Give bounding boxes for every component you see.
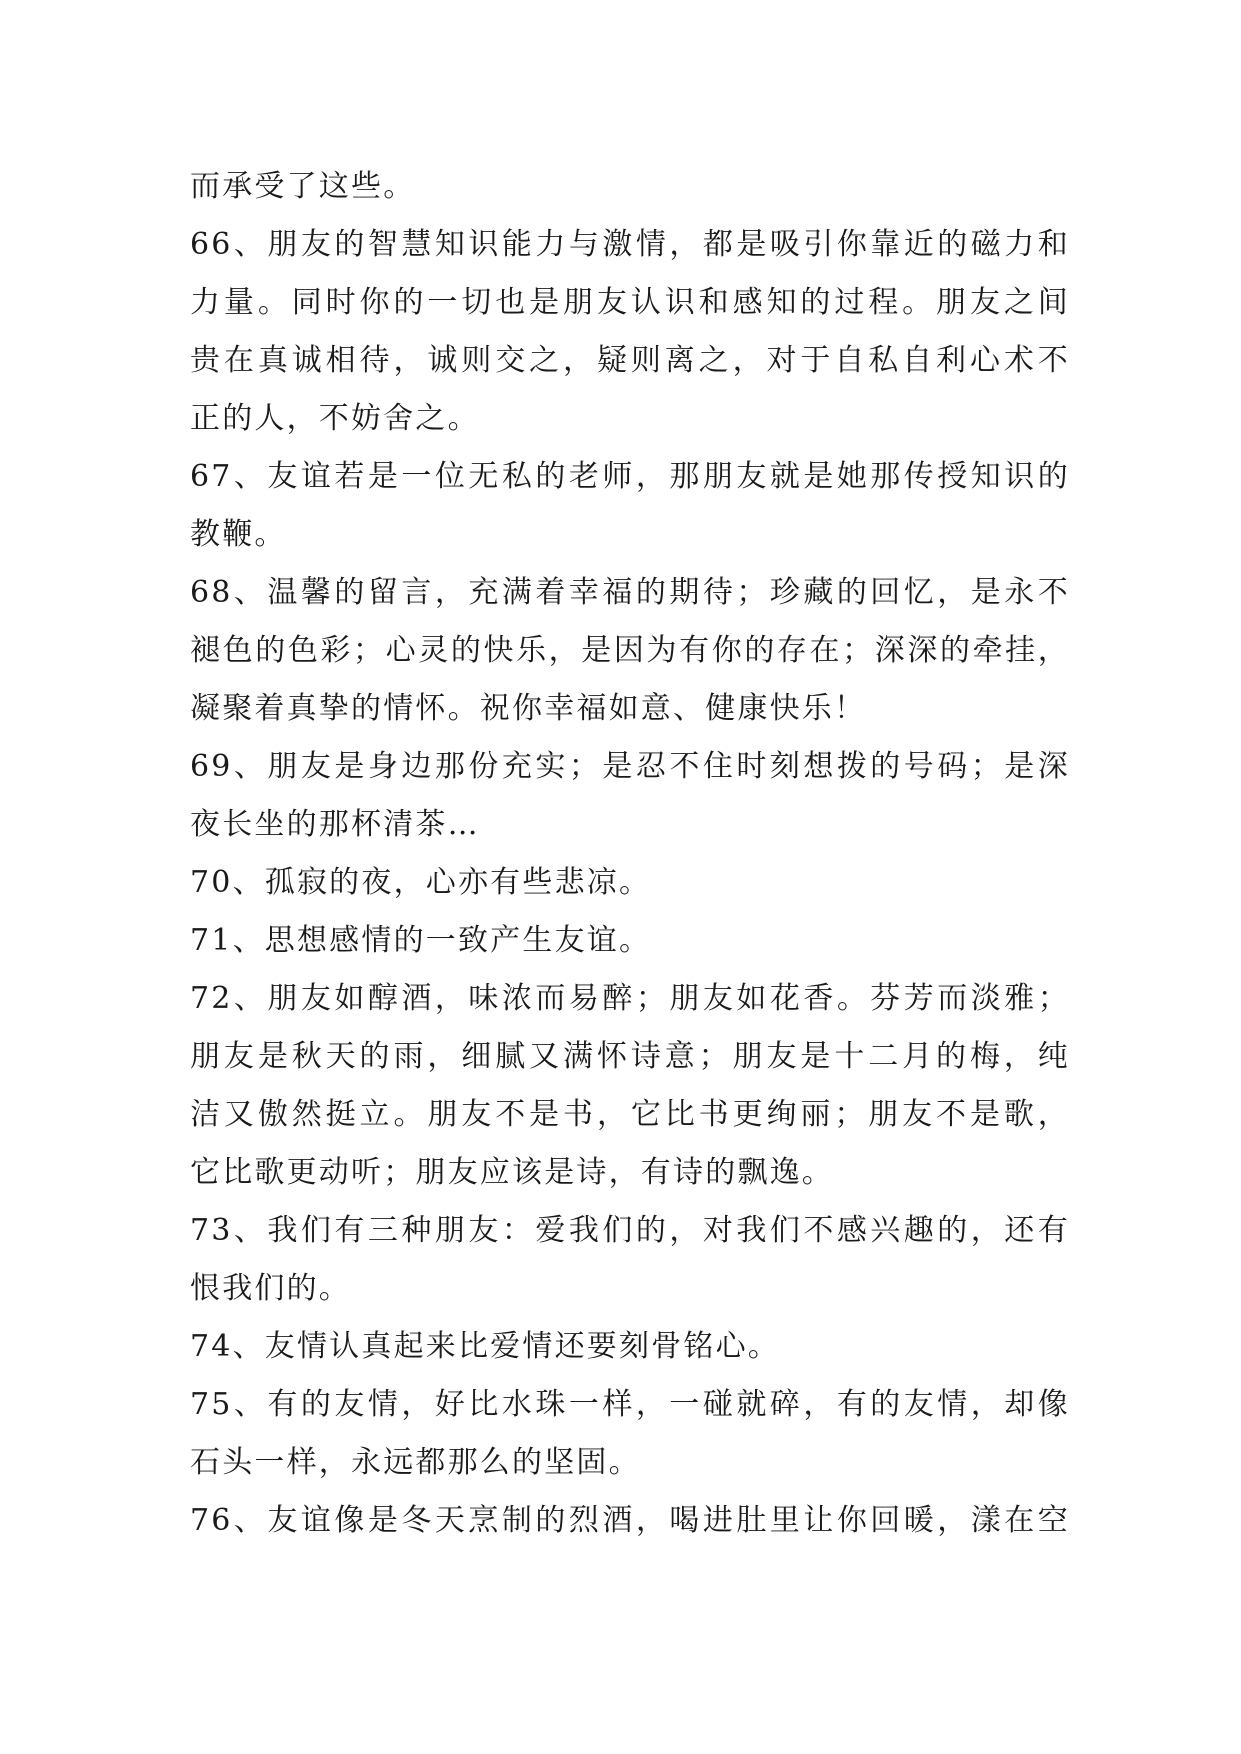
text-line: 洁又傲然挺立。朋友不是书，它比书更绚丽；朋友不是歌， — [190, 1097, 1070, 1132]
text-line: 凝聚着真挚的情怀。祝你幸福如意、健康快乐！ — [190, 691, 867, 726]
text-line: 75、有的友情，好比水珠一样，一碰就碎，有的友情，却像 — [190, 1387, 1070, 1422]
text-line: 72、朋友如醇酒，味浓而易醉；朋友如花香。芬芳而淡雅； — [190, 981, 1070, 1016]
text-line: 朋友是秋天的雨，细腻又满怀诗意；朋友是十二月的梅，纯 — [190, 1039, 1070, 1074]
text-line: 力量。同时你的一切也是朋友认识和感知的过程。朋友之间 — [190, 285, 1070, 320]
text-line: 66、朋友的智慧知识能力与激情，都是吸引你靠近的磁力和 — [190, 227, 1070, 262]
text-line: 76、友谊像是冬天烹制的烈酒，喝进肚里让你回暖，漾在空 — [190, 1503, 1070, 1538]
text-line: 68、温馨的留言，充满着幸福的期待；珍藏的回忆，是永不 — [190, 575, 1070, 610]
document-body — [190, 158, 1070, 1550]
text-line: 而承受了这些。 — [190, 169, 416, 204]
text-line: 73、我们有三种朋友：爱我们的，对我们不感兴趣的，还有 — [190, 1213, 1070, 1248]
text-line: 71、思想感情的一致产生友谊。 — [190, 923, 652, 958]
text-line: 教鞭。 — [190, 517, 287, 552]
text-line: 贵在真诚相待，诚则交之，疑则离之，对于自私自利心术不 — [190, 343, 1070, 378]
text-line: 74、友情认真起来比爱情还要刻骨铭心。 — [190, 1329, 780, 1364]
text-line: 石头一样，永远都那么的坚固。 — [190, 1445, 641, 1480]
text-line: 67、友谊若是一位无私的老师，那朋友就是她那传授知识的 — [190, 459, 1070, 494]
text-line: 褪色的色彩；心灵的快乐，是因为有你的存在；深深的牵挂， — [190, 633, 1070, 668]
text-line: 夜长坐的那杯清茶… — [190, 807, 480, 842]
text-line: 恨我们的。 — [190, 1271, 351, 1306]
text-line: 70、孤寂的夜，心亦有些悲凉。 — [190, 865, 652, 900]
text-line: 它比歌更动听；朋友应该是诗，有诗的飘逸。 — [190, 1155, 834, 1190]
text-line: 正的人，不妨舍之。 — [190, 401, 480, 436]
text-line: 69、朋友是身边那份充实；是忍不住时刻想拨的号码；是深 — [190, 749, 1070, 784]
